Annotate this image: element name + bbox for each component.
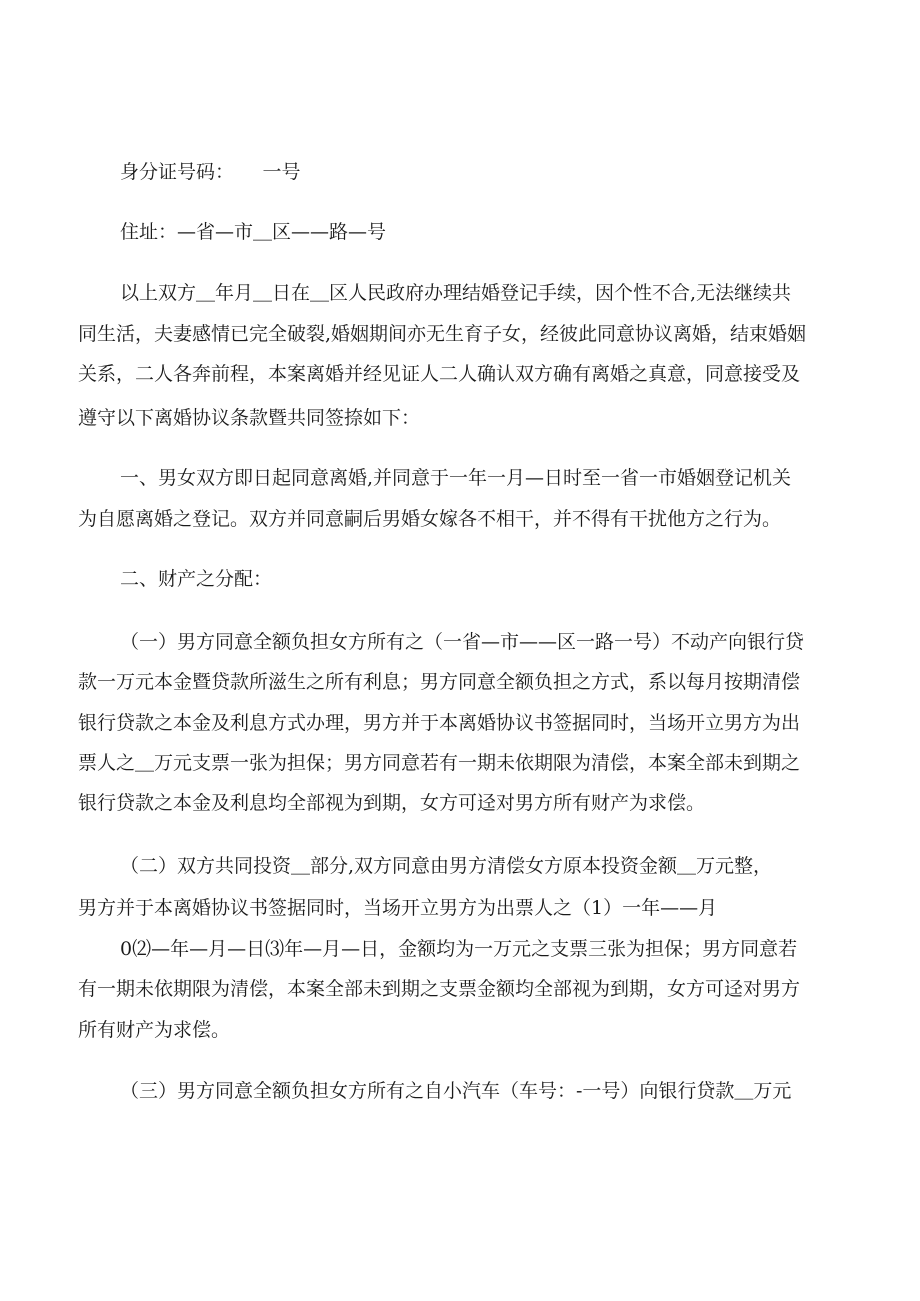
paragraph-line: 遵守以下离婚协议条款暨共同签捺如下：	[78, 407, 421, 429]
property-clause-line: 款一万元本金暨贷款所滋生之所有利息；男方同意全额负担之方式，系以每月按期清偿	[78, 671, 801, 693]
section-heading: 二、财产之分配：	[120, 568, 273, 590]
id-number-line: 身分证号码： 一号	[120, 161, 301, 183]
paragraph-line: 同生活，夫妻感情已完全破裂,婚姻期间亦无生育子女，经彼此同意协议离婚，结束婚姻	[78, 323, 807, 345]
clause-one-line: 一、男女双方即日起同意离婚,并同意于一年一月—日时至一省一市婚姻登记机关	[120, 467, 792, 489]
property-clause-line: 银行贷款之本金及利息均全部视为到期，女方可迳对男方所有财产为求偿。	[78, 792, 706, 814]
paragraph-line: 以上双方＿年月＿日在＿区人民政府办理结婚登记手续，因个性不合,无法继续共	[120, 282, 792, 304]
paragraph-line: 关系，二人各奔前程，本案离婚并经见证人二人确认双方确有离婚之真意，同意接受及	[78, 363, 801, 385]
investment-clause-line: （二）双方共同投资＿部分,双方同意由男方清偿女方原本投资金额＿万元整，	[120, 855, 773, 877]
investment-clause-line: 所有财产为求偿。	[78, 1019, 231, 1041]
vehicle-clause-line: （三）男方同意全额负担女方所有之自小汽车（车号：-一号）向银行贷款＿万元	[120, 1080, 792, 1102]
property-clause-line: 票人之＿万元支票一张为担保；男方同意若有一期未依期限为清偿，本案全部未到期之	[78, 752, 801, 774]
investment-clause-line: 0⑵—年—月—日⑶年—月—日，金额均为一万元之支票三张为担保；男方同意若	[120, 938, 798, 960]
property-clause-line: 银行贷款之本金及利息方式办理，男方并于本离婚协议书签据同时，当场开立男方为出	[78, 712, 801, 734]
property-clause-line: （一）男方同意全额负担女方所有之（一省—市——区一路一号）不动产向银行贷	[120, 631, 805, 653]
address-line: 住址：—省—市＿区——路—号	[120, 221, 387, 243]
investment-clause-line: 有一期未依期限为清偿，本案全部未到期之支票金额均全部视为到期，女方可迳对男方	[78, 978, 801, 1000]
investment-clause-line: 男方并于本离婚协议书签据同时，当场开立男方为出票人之（1）一年——月	[78, 897, 718, 919]
clause-one-line: 为自愿离婚之登记。双方并同意嗣后男婚女嫁各不相干，并不得有干扰他方之行为。	[78, 508, 782, 530]
